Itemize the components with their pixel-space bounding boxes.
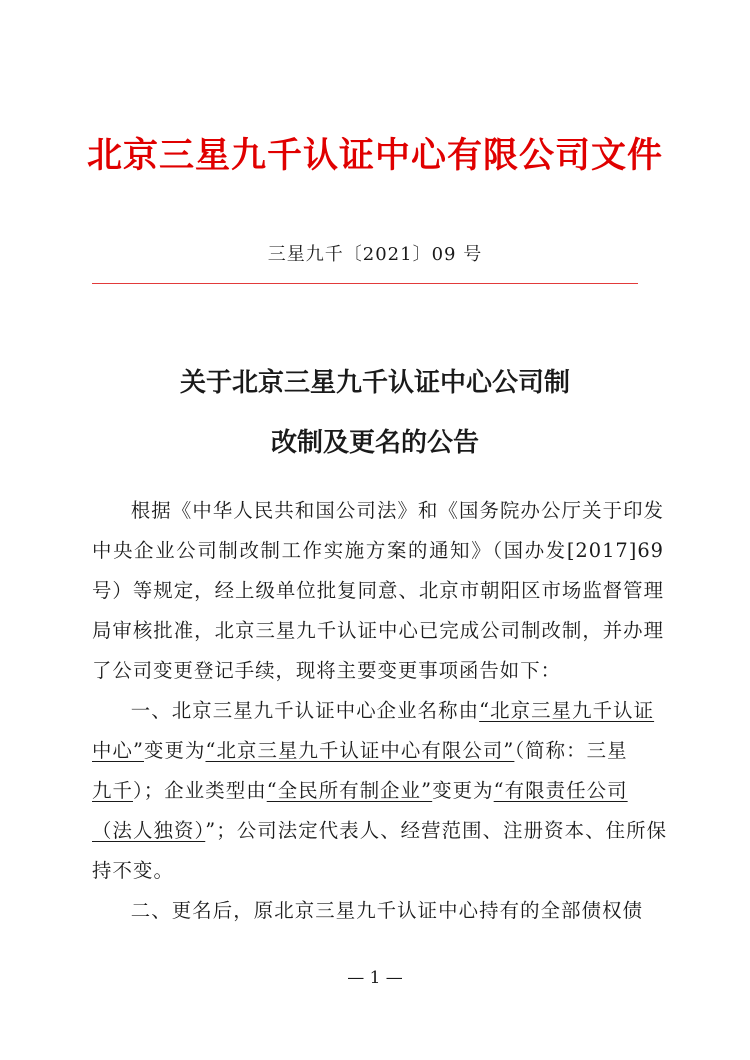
item1-line-4: [92, 811, 668, 851]
red-divider: [92, 283, 638, 284]
underlined-quote: （法人独资）: [92, 819, 206, 842]
header-title: 北京三星九千认证中心有限公司文件: [86, 135, 663, 176]
item1-line-5: 持不变。: [92, 859, 174, 882]
notice-title-line-1: 关于北京三星九千认证中心公司制: [179, 368, 570, 398]
underlined-quote: 中心”: [92, 739, 144, 762]
text-run: ”；公司法定代表人、经营范围、注册资本、住所保: [205, 819, 668, 842]
underlined-quote: “北京三星九千认证中心有限公司”: [205, 739, 515, 762]
page-number: — 1 —: [347, 968, 403, 988]
text-run: （简称：三星: [514, 739, 628, 762]
underlined-quote: “全民所有制企业”: [266, 779, 433, 802]
item1-line-2: [92, 731, 664, 771]
underlined-quote: “北京三星九千认证: [479, 699, 655, 722]
item1-line-3: [92, 771, 664, 811]
text-run: 变更为: [432, 779, 494, 802]
item1-line-1: [92, 691, 664, 731]
text-run: ）；企业类型由: [132, 779, 267, 802]
underlined-quote: 九千: [92, 779, 133, 802]
body-paragraph-1: 根据《中华人民共和国公司法》和《国务院办公厅关于印发中央企业公司制改制工作实施方案的通知》（国办发[2017]69 号）等规定，经上级单位批复同意、北京市朝阳区市场监督管理局审核批准，北京三星九千认证中心已完成公司制改制，并办理了公司变更登记手续，现将主要变更事项函告如下：: [92, 499, 664, 682]
text-run: 一、北京三星九千认证中心企业名称由: [130, 699, 480, 722]
notice-title-line-2: 改制及更名的公告: [270, 428, 479, 458]
underlined-quote: “有限责任公司: [493, 779, 628, 802]
document-number: 三星九千〔2021〕09 号: [267, 244, 483, 265]
text-run: 变更为: [144, 739, 206, 762]
item2-line-1: 二、更名后，原北京三星九千认证中心持有的全部债权债: [130, 899, 644, 922]
